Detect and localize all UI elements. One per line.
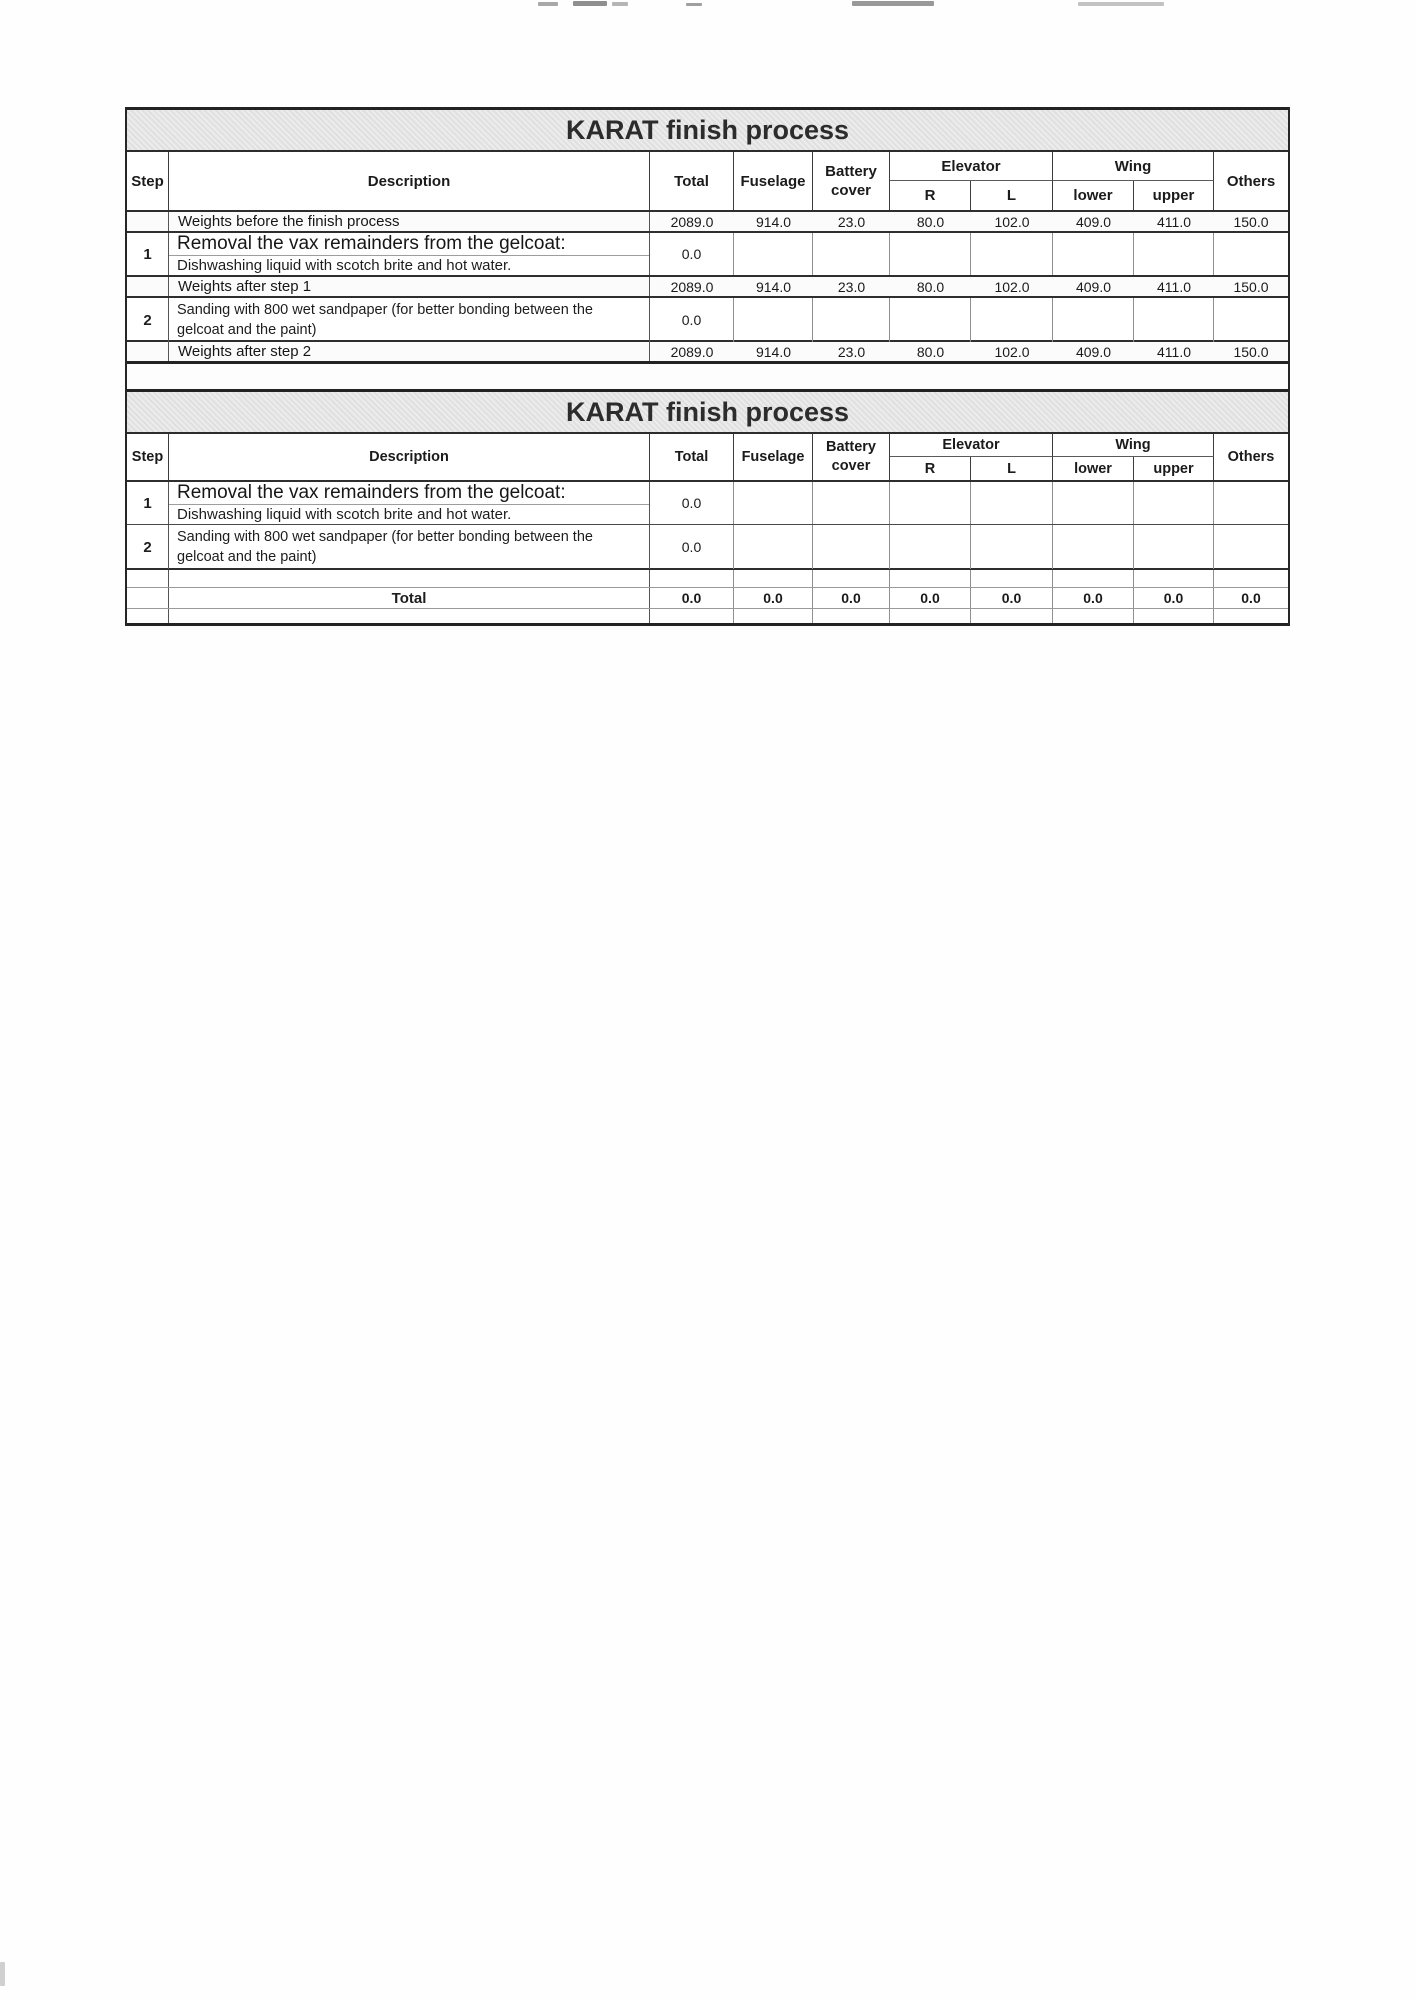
empty-cell xyxy=(1053,609,1134,623)
total-row-label: Total xyxy=(169,588,650,608)
empty-step-cell xyxy=(127,588,169,608)
step1-description-line1: Removal the vax remainders from the gelcoat: xyxy=(169,233,649,256)
cell-elevator-l: 102.0 xyxy=(994,278,1030,295)
col-header-wing-upper: upper xyxy=(1134,181,1214,210)
col-header-fuselage: Fuselage xyxy=(734,152,813,210)
weights-before-label: Weights before the finish process xyxy=(169,212,650,231)
col-header-elevator: Elevator xyxy=(890,434,1053,457)
table2-title: KARAT finish process xyxy=(565,396,850,427)
battery-cover-line1: Battery xyxy=(826,439,876,456)
step1-description xyxy=(169,233,650,275)
cell-elevator-r: 80.0 xyxy=(916,343,945,360)
empty-cell xyxy=(127,570,169,587)
empty-cell xyxy=(813,609,890,623)
scan-artifact xyxy=(852,1,934,6)
table2-header xyxy=(127,432,1288,480)
cell-others: 150.0 xyxy=(1233,278,1269,295)
step2-description-text: Sanding with 800 wet sandpaper (for better bonding between the gelcoat and the paint) xyxy=(177,529,593,565)
empty-cell xyxy=(734,525,813,569)
cell-others: 150.0 xyxy=(1233,213,1269,230)
cell-total: 0.0 xyxy=(650,298,734,342)
table2-title-band xyxy=(127,392,1288,432)
empty-cell xyxy=(650,609,734,623)
empty-cell xyxy=(890,525,971,569)
scan-artifact xyxy=(686,3,702,6)
empty-cell xyxy=(650,570,734,587)
col-header-elevator-r: R xyxy=(890,181,971,210)
empty-cell xyxy=(734,482,813,524)
col-header-step: Step xyxy=(127,434,169,480)
empty-cell xyxy=(1214,609,1288,623)
cell-battery: 23.0 xyxy=(837,213,866,230)
empty-cell xyxy=(1053,298,1134,342)
cell-wing-upper: 411.0 xyxy=(1157,343,1191,360)
row-empty xyxy=(127,608,1288,623)
battery-cover-line2: cover xyxy=(830,182,872,199)
col-header-wing: Wing xyxy=(1053,434,1214,457)
empty-cell xyxy=(971,482,1053,524)
scan-artifact xyxy=(0,1962,5,1986)
col-header-wing-lower: lower xyxy=(1053,457,1134,480)
empty-cell xyxy=(813,482,890,524)
col-header-total: Total xyxy=(650,152,734,210)
col-header-wing-lower: lower xyxy=(1053,181,1134,210)
cell-elevator-r: 80.0 xyxy=(916,278,945,295)
cell-wing-upper: 411.0 xyxy=(1157,278,1191,295)
row-total xyxy=(127,587,1288,608)
battery-cover-line2: cover xyxy=(831,458,871,474)
cell-fuselage: 914.0 xyxy=(755,213,792,230)
cell-wing-lower: 409.0 xyxy=(1075,343,1112,360)
karat-finish-process-table-2 xyxy=(127,389,1288,626)
empty-cell xyxy=(890,233,971,275)
empty-cell xyxy=(813,570,890,587)
empty-cell xyxy=(1053,482,1134,524)
col-header-battery-cover xyxy=(813,152,890,210)
step1-description-line1: Removal the vax remainders from the gelcoat: xyxy=(169,482,649,505)
cell-total: 0.0 xyxy=(650,233,734,275)
empty-cell xyxy=(813,525,890,569)
empty-cell xyxy=(1134,233,1214,275)
empty-cell xyxy=(734,570,813,587)
empty-cell xyxy=(1134,609,1214,623)
empty-cell xyxy=(971,570,1053,587)
step-number: 2 xyxy=(127,298,169,342)
empty-cell xyxy=(1214,298,1288,342)
row-step-1 xyxy=(127,231,1288,275)
table1-header xyxy=(127,150,1288,210)
col-header-elevator-r: R xyxy=(890,457,971,480)
cell-elevator-l: 0.0 xyxy=(971,588,1053,608)
table-gap xyxy=(127,364,1288,389)
scan-artifact xyxy=(612,2,628,6)
row-step-2 xyxy=(127,524,1288,568)
empty-step-cell xyxy=(127,277,169,296)
cell-wing-upper: 0.0 xyxy=(1134,588,1214,608)
cell-wing-lower: 0.0 xyxy=(1053,588,1134,608)
col-header-others: Others xyxy=(1227,449,1275,465)
empty-cell xyxy=(1134,482,1214,524)
empty-cell xyxy=(1214,233,1288,275)
cell-fuselage: 0.0 xyxy=(734,588,813,608)
row-weights-after-step2 xyxy=(127,340,1288,361)
empty-cell xyxy=(1053,233,1134,275)
col-header-fuselage: Fuselage xyxy=(734,434,813,480)
step1-description-line2: Dishwashing liquid with scotch brite and hot water. xyxy=(177,257,512,274)
cell-fuselage: 914.0 xyxy=(755,278,792,295)
battery-cover-line1: Battery xyxy=(825,162,877,180)
table1-title-band xyxy=(127,110,1288,150)
row-weights-after-step1 xyxy=(127,275,1288,296)
empty-cell xyxy=(890,298,971,342)
cell-wing-lower: 409.0 xyxy=(1075,278,1112,295)
cell-elevator-r: 0.0 xyxy=(890,588,971,608)
empty-step-cell xyxy=(127,342,169,361)
cell-elevator-r: 80.0 xyxy=(916,213,945,230)
cell-total: 2089.0 xyxy=(670,278,714,295)
empty-cell xyxy=(169,609,650,623)
step1-description xyxy=(169,482,650,524)
cell-wing-lower: 409.0 xyxy=(1075,213,1112,230)
empty-cell xyxy=(734,233,813,275)
empty-cell xyxy=(971,525,1053,569)
row-step-1 xyxy=(127,480,1288,524)
step2-description xyxy=(169,298,650,342)
cell-total: 0.0 xyxy=(650,525,734,569)
step-number: 2 xyxy=(127,525,169,569)
empty-cell xyxy=(1214,570,1288,587)
col-header-total: Total xyxy=(650,434,734,480)
col-header-step: Step xyxy=(127,152,169,210)
col-header-elevator: Elevator xyxy=(890,152,1053,181)
empty-cell xyxy=(1134,570,1214,587)
col-header-wing: Wing xyxy=(1053,152,1214,181)
empty-cell xyxy=(127,609,169,623)
weights-after-step2-label: Weights after step 2 xyxy=(169,342,650,361)
empty-cell xyxy=(890,482,971,524)
empty-cell xyxy=(890,609,971,623)
empty-cell xyxy=(1134,298,1214,342)
cell-wing-upper: 411.0 xyxy=(1157,213,1191,230)
col-header-battery-cover xyxy=(813,434,890,480)
weights-after-step1-label: Weights after step 1 xyxy=(169,277,650,296)
empty-cell xyxy=(971,233,1053,275)
row-step-2 xyxy=(127,296,1288,340)
row-weights-before xyxy=(127,210,1288,231)
empty-cell xyxy=(1214,482,1288,524)
scan-artifact xyxy=(538,2,558,6)
empty-cell xyxy=(1053,525,1134,569)
cell-battery: 23.0 xyxy=(837,278,866,295)
cell-total: 2089.0 xyxy=(670,343,714,360)
table1-title: KARAT finish process xyxy=(565,114,850,145)
empty-cell xyxy=(169,570,650,587)
scan-artifact xyxy=(1078,2,1164,6)
col-header-wing-upper: upper xyxy=(1134,457,1214,480)
empty-cell xyxy=(1053,570,1134,587)
col-header-description: Description xyxy=(169,434,650,480)
col-header-description: Description xyxy=(169,152,650,210)
empty-cell xyxy=(971,609,1053,623)
empty-cell xyxy=(971,298,1053,342)
row-empty xyxy=(127,568,1288,587)
step-number: 1 xyxy=(127,233,169,275)
cell-total: 0.0 xyxy=(650,588,734,608)
cell-total: 0.0 xyxy=(650,482,734,524)
cell-total: 2089.0 xyxy=(670,213,714,230)
step2-description xyxy=(169,525,650,569)
empty-cell xyxy=(1214,525,1288,569)
empty-step-cell xyxy=(127,212,169,231)
step1-description-line2: Dishwashing liquid with scotch brite and hot water. xyxy=(177,506,512,523)
col-header-others: Others xyxy=(1226,172,1276,190)
empty-cell xyxy=(890,570,971,587)
cell-battery: 23.0 xyxy=(837,343,866,360)
step2-description-text: Sanding with 800 wet sandpaper (for better bonding between the gelcoat and the paint) xyxy=(177,302,593,338)
col-header-elevator-l: L xyxy=(971,181,1053,210)
cell-others: 150.0 xyxy=(1233,343,1269,360)
step-number: 1 xyxy=(127,482,169,524)
empty-cell xyxy=(734,609,813,623)
cell-others: 0.0 xyxy=(1241,590,1261,606)
scan-artifact xyxy=(573,1,607,6)
cell-elevator-l: 102.0 xyxy=(994,213,1030,230)
cell-fuselage: 914.0 xyxy=(755,343,792,360)
cell-battery: 0.0 xyxy=(813,588,890,608)
empty-cell xyxy=(813,298,890,342)
empty-cell xyxy=(1134,525,1214,569)
cell-elevator-l: 102.0 xyxy=(994,343,1030,360)
worksheet xyxy=(125,107,1290,626)
col-header-elevator-l: L xyxy=(971,457,1053,480)
karat-finish-process-table-1 xyxy=(127,107,1288,364)
empty-cell xyxy=(813,233,890,275)
empty-cell xyxy=(734,298,813,342)
